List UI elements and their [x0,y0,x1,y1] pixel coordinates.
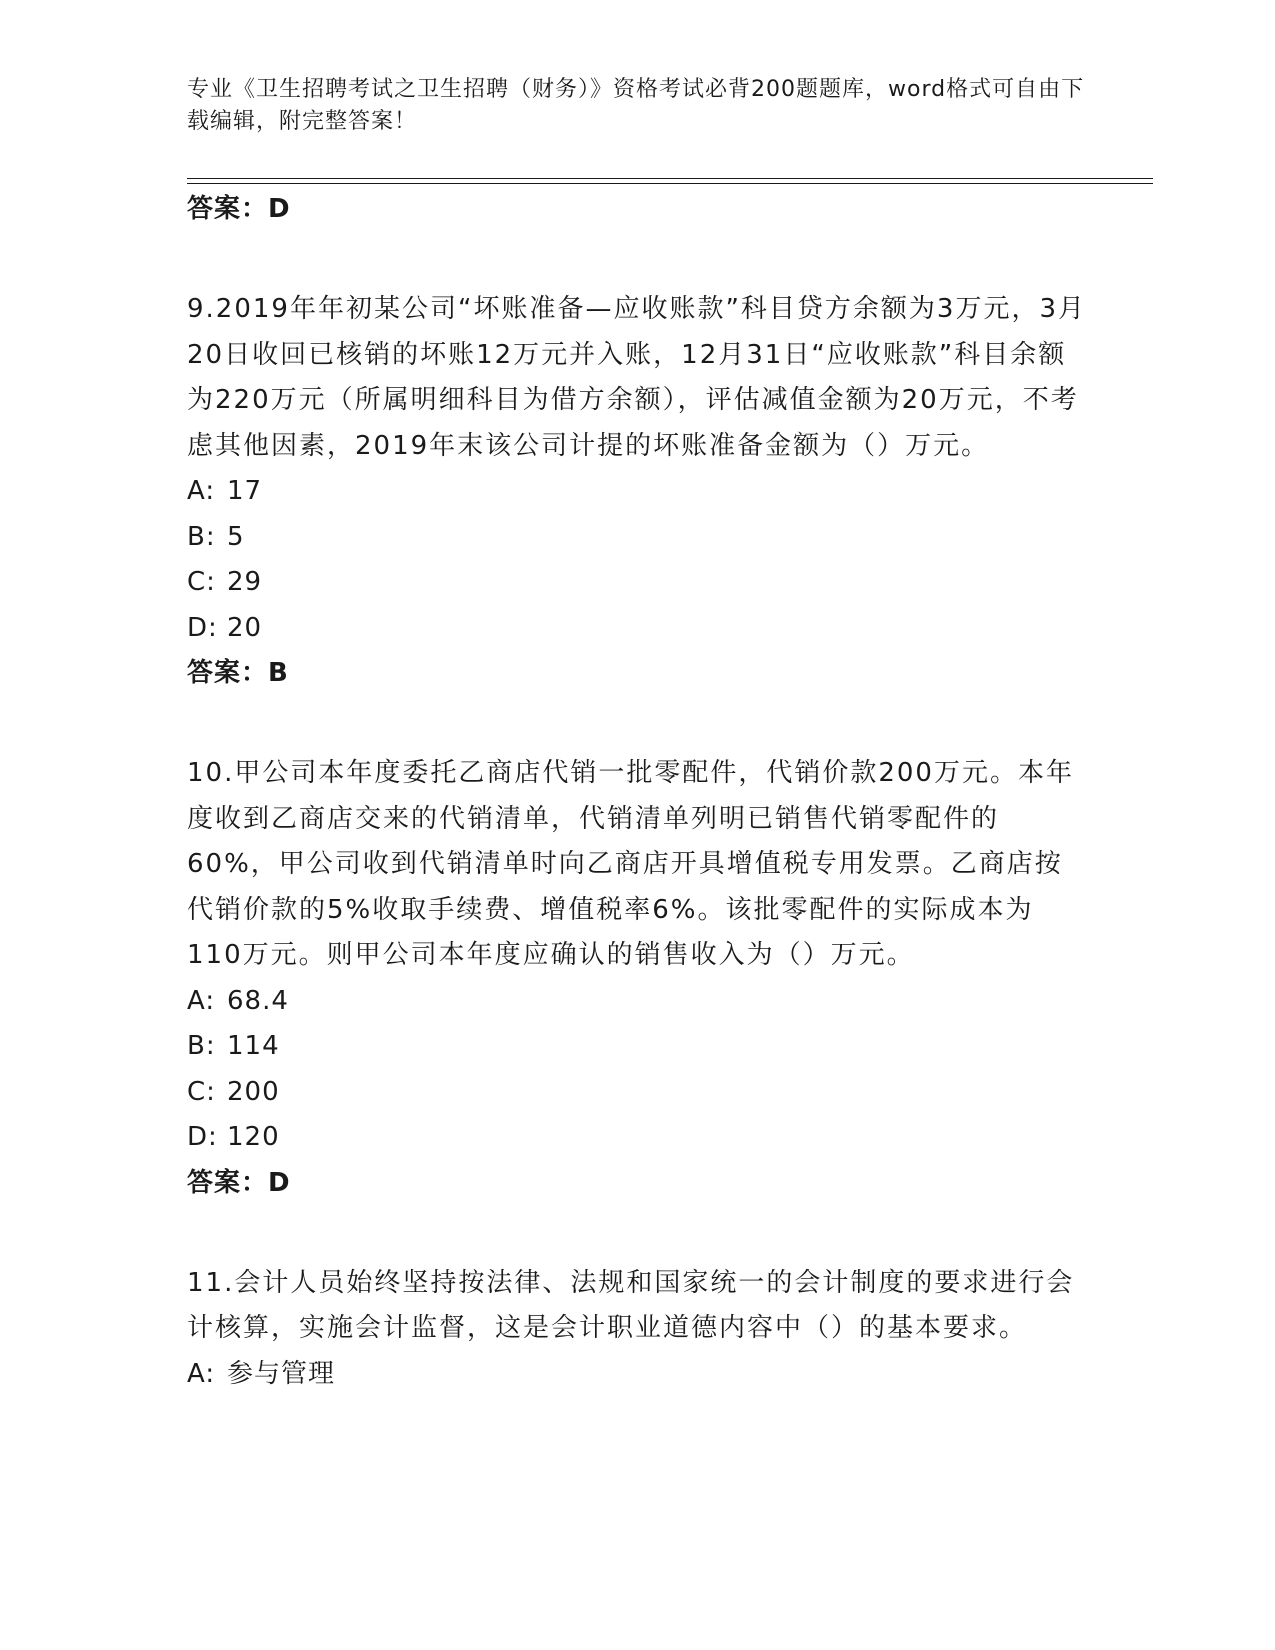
option-letter: A: [187,985,216,1016]
option-text: 20 [227,612,263,643]
header-rule-top [187,178,1153,179]
option-c [187,1070,1087,1116]
question-stem: 10.甲公司本年度委托乙商店代销一批零配件，代销价款200万元。本年度收到乙商店交来的代销清单，代销清单列明已销售代销零配件的60%，甲公司收到代销清单时向乙商店开具增值税专用发票。乙商店按代销价款的5%收取手续费、增值税率6%。该批零配件的实际成本为110万元。则甲公司本年度应确认的销售收入为（）万元。 [187,758,1074,970]
question-list [187,187,1087,1397]
answer-label: 答案：B [187,658,289,688]
option-letter: D: [187,1122,218,1152]
header-rule-bottom [187,183,1153,184]
option-b [187,1024,1087,1070]
option-a [187,1352,1087,1398]
option-text: 29 [227,567,263,597]
option-letter: B: [187,521,216,552]
option-letter: C: [187,1076,216,1107]
option-letter: C: [187,567,216,597]
option-text: 120 [227,1122,280,1152]
option-d [187,1115,1087,1161]
question-block [187,1261,1087,1398]
question-stem: 11.会计人员始终坚持按法律、法规和国家统一的会计制度的要求进行会计核算，实施会计监督，这是会计职业道德内容中（）的基本要求。 [187,1267,1075,1343]
document-header: 专业《卫生招聘考试之卫生招聘（财务）》资格考试必背200题题库，word格式可自由下载编辑，附完整答案！ [187,77,1085,134]
question-block [187,287,1087,695]
answer-label: 答案：D [187,1167,291,1198]
option-letter: B: [187,1031,216,1061]
option-letter: A: [187,1358,216,1389]
option-c [187,560,1087,606]
option-letter: A: [187,476,216,506]
option-a [187,979,1087,1025]
option-text: 114 [227,1031,280,1061]
option-a [187,469,1087,515]
option-text: 参与管理 [227,1358,336,1389]
option-text: 17 [227,476,263,506]
answer-label: 答案：D [187,194,291,224]
question-block [187,751,1087,1205]
option-d [187,606,1087,652]
question-stem: 9.2019年年初某公司“坏账准备—应收账款”科目贷方余额为3万元，3月20日收回已核销的坏账12万元并入账，12月31日“应收账款”科目余额为220万元（所属明细科目为借方余额），评估减值金额为20万元，不考虑其他因素，2019年末该公司计提的坏账准备金额为（）万元。 [187,294,1086,461]
option-text: 5 [227,521,245,552]
option-text: 200 [227,1076,280,1107]
option-b [187,515,1087,561]
option-text: 68.4 [227,985,289,1016]
option-letter: D: [187,612,218,643]
